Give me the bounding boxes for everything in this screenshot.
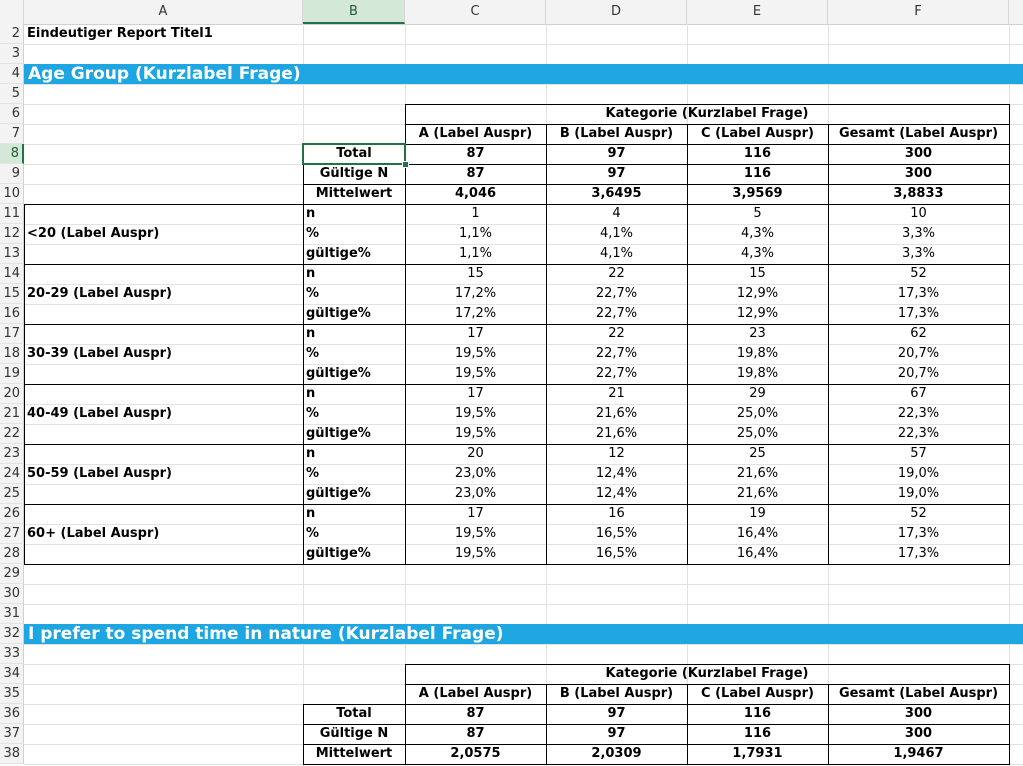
- stat-value[interactable]: 21,6%: [736, 466, 779, 481]
- row-rule: [303, 724, 1009, 725]
- row-header-26[interactable]: 26: [0, 504, 24, 524]
- stat-value[interactable]: 23: [749, 326, 766, 341]
- stat-label[interactable]: gültige%: [306, 246, 371, 261]
- stat-value[interactable]: 20,7%: [897, 366, 940, 381]
- group-label[interactable]: 60+ (Label Auspr): [27, 526, 160, 541]
- summary-label[interactable]: Total: [336, 706, 372, 721]
- gridline-h: [24, 584, 1023, 585]
- stat-value[interactable]: 16,5%: [595, 526, 638, 541]
- stat-value[interactable]: 4,1%: [599, 246, 634, 261]
- summary-value[interactable]: 300: [904, 726, 933, 741]
- row-header-31[interactable]: 31: [0, 604, 24, 624]
- summary-label[interactable]: Mittelwert: [315, 186, 393, 201]
- stat-label[interactable]: gültige%: [306, 306, 371, 321]
- stat-value[interactable]: 12,9%: [736, 306, 779, 321]
- stat-value[interactable]: 25: [749, 446, 766, 461]
- group-label[interactable]: 50-59 (Label Auspr): [27, 466, 172, 481]
- stat-value[interactable]: 22,7%: [595, 346, 638, 361]
- stat-value[interactable]: 21,6%: [595, 426, 638, 441]
- summary-box: [303, 144, 1010, 565]
- stat-value[interactable]: 12,9%: [736, 286, 779, 301]
- stat-value[interactable]: 19,0%: [897, 486, 940, 501]
- row-header-14[interactable]: 14: [0, 264, 24, 284]
- column-label[interactable]: B (Label Auspr): [559, 126, 674, 141]
- row-header-25[interactable]: 25: [0, 484, 24, 504]
- stat-label[interactable]: n: [306, 506, 316, 521]
- row-header-9[interactable]: 9: [0, 164, 24, 184]
- stat-value[interactable]: 16,4%: [736, 546, 779, 561]
- stat-value[interactable]: 22,7%: [595, 366, 638, 381]
- column-header-c[interactable]: C: [405, 0, 546, 24]
- summary-value[interactable]: 87: [466, 166, 485, 181]
- summary-value[interactable]: 300: [904, 146, 933, 161]
- stat-value[interactable]: 12: [608, 446, 625, 461]
- select-all-corner[interactable]: [0, 0, 24, 24]
- column-rule: [303, 144, 304, 564]
- gridline-h: [24, 604, 1023, 605]
- stat-value[interactable]: 17,3%: [897, 526, 940, 541]
- summary-value[interactable]: 2,0309: [591, 746, 642, 761]
- column-header-b[interactable]: B: [303, 0, 405, 24]
- gridline-h: [24, 84, 1023, 85]
- stat-value[interactable]: 21,6%: [595, 406, 638, 421]
- stat-value[interactable]: 22: [608, 266, 625, 281]
- row-header-12[interactable]: 12: [0, 224, 24, 244]
- section-banner: I prefer to spend time in nature (Kurzlabel Frage): [24, 624, 1023, 644]
- row-header-33[interactable]: 33: [0, 644, 24, 664]
- summary-value[interactable]: 97: [607, 166, 626, 181]
- summary-value[interactable]: 116: [743, 726, 772, 741]
- summary-value[interactable]: 87: [466, 146, 485, 161]
- stat-value[interactable]: 19,5%: [454, 366, 497, 381]
- column-label[interactable]: A (Label Auspr): [418, 126, 533, 141]
- stat-value[interactable]: 62: [910, 326, 927, 341]
- stat-label[interactable]: %: [306, 466, 320, 481]
- summary-value[interactable]: 87: [466, 726, 485, 741]
- summary-value[interactable]: 2,0575: [450, 746, 501, 761]
- stat-value[interactable]: 17,2%: [454, 286, 497, 301]
- stat-value[interactable]: 19,5%: [454, 406, 497, 421]
- header-box: [405, 124, 1010, 145]
- stat-label[interactable]: %: [306, 286, 320, 301]
- row-header-35[interactable]: 35: [0, 684, 24, 704]
- row-header-37[interactable]: 37: [0, 724, 24, 744]
- row-header-4[interactable]: 4: [0, 64, 24, 84]
- stat-value[interactable]: 3,3%: [901, 246, 936, 261]
- stat-value[interactable]: 23,0%: [454, 466, 497, 481]
- stat-value[interactable]: 1: [471, 206, 480, 221]
- stat-value[interactable]: 25,0%: [736, 406, 779, 421]
- stat-value[interactable]: 15: [749, 266, 766, 281]
- stat-value[interactable]: 15: [467, 266, 484, 281]
- column-rule: [303, 704, 304, 764]
- column-header-a[interactable]: A: [24, 0, 303, 24]
- summary-value[interactable]: 1,7931: [732, 746, 783, 761]
- row-header-28[interactable]: 28: [0, 544, 24, 564]
- summary-value[interactable]: 116: [743, 706, 772, 721]
- stat-value[interactable]: 25,0%: [736, 426, 779, 441]
- stat-value[interactable]: 4,3%: [740, 246, 775, 261]
- summary-value[interactable]: 1,9467: [893, 746, 944, 761]
- row-header-7[interactable]: 7: [0, 124, 24, 144]
- summary-value[interactable]: 4,046: [454, 186, 497, 201]
- summary-value[interactable]: 97: [607, 726, 626, 741]
- group-label[interactable]: <20 (Label Auspr): [27, 226, 160, 241]
- row-header-3[interactable]: 3: [0, 44, 24, 64]
- stat-label[interactable]: n: [306, 446, 316, 461]
- active-cell-selection[interactable]: [302, 143, 406, 165]
- stat-value[interactable]: 5: [753, 206, 762, 221]
- column-rule: [828, 124, 829, 564]
- section-banner: Age Group (Kurzlabel Frage): [24, 64, 1023, 84]
- stat-label[interactable]: gültige%: [306, 486, 371, 501]
- stat-value[interactable]: 57: [910, 446, 927, 461]
- stat-label[interactable]: %: [306, 226, 320, 241]
- stat-value[interactable]: 23,0%: [454, 486, 497, 501]
- group-label[interactable]: 30-39 (Label Auspr): [27, 346, 172, 361]
- stat-label[interactable]: n: [306, 326, 316, 341]
- stat-value[interactable]: 19,5%: [454, 346, 497, 361]
- stat-label[interactable]: %: [306, 346, 320, 361]
- stat-value[interactable]: 22,7%: [595, 306, 638, 321]
- column-label[interactable]: C (Label Auspr): [701, 126, 814, 141]
- row-header-21[interactable]: 21: [0, 404, 24, 424]
- summary-value[interactable]: 116: [743, 166, 772, 181]
- stat-value[interactable]: 22,3%: [897, 426, 940, 441]
- stat-value[interactable]: 17,2%: [454, 306, 497, 321]
- summary-box: [303, 704, 1010, 765]
- stat-value[interactable]: 16,5%: [595, 546, 638, 561]
- stat-value[interactable]: 19,5%: [454, 526, 497, 541]
- row-header-24[interactable]: 24: [0, 464, 24, 484]
- stat-value[interactable]: 67: [910, 386, 927, 401]
- row-header-36[interactable]: 36: [0, 704, 24, 724]
- row-rule: [303, 184, 1009, 185]
- kategorie-header: Kategorie (Kurzlabel Frage): [605, 106, 809, 121]
- column-label[interactable]: Gesamt (Label Auspr): [838, 126, 999, 141]
- row-header-6[interactable]: 6: [0, 104, 24, 124]
- column-label[interactable]: B (Label Auspr): [559, 686, 674, 701]
- stat-value[interactable]: 17,3%: [897, 286, 940, 301]
- column-header-d[interactable]: D: [546, 0, 687, 24]
- stat-value[interactable]: 22: [608, 326, 625, 341]
- fill-handle[interactable]: [402, 161, 409, 168]
- stat-value[interactable]: 17,3%: [897, 546, 940, 561]
- stat-value[interactable]: 16: [608, 506, 625, 521]
- column-label[interactable]: A (Label Auspr): [418, 686, 533, 701]
- stat-value[interactable]: 4,1%: [599, 226, 634, 241]
- column-header-e[interactable]: E: [687, 0, 828, 24]
- summary-value[interactable]: 97: [607, 706, 626, 721]
- stat-label[interactable]: gültige%: [306, 546, 371, 561]
- row-header-2[interactable]: 2: [0, 24, 24, 44]
- stat-value[interactable]: 19: [749, 506, 766, 521]
- stat-value[interactable]: 29: [749, 386, 766, 401]
- stat-label[interactable]: %: [306, 406, 320, 421]
- column-header-f[interactable]: F: [828, 0, 1009, 24]
- row-header-38[interactable]: 38: [0, 744, 24, 764]
- stat-value[interactable]: 4,3%: [740, 226, 775, 241]
- row-header-11[interactable]: 11: [0, 204, 24, 224]
- summary-value[interactable]: 3,9569: [732, 186, 783, 201]
- row-header-34[interactable]: 34: [0, 664, 24, 684]
- summary-value[interactable]: 87: [466, 706, 485, 721]
- row-header-18[interactable]: 18: [0, 344, 24, 364]
- stat-value[interactable]: 19,8%: [736, 366, 779, 381]
- stat-value[interactable]: 22,7%: [595, 286, 638, 301]
- row-header-27[interactable]: 27: [0, 524, 24, 544]
- row-header-19[interactable]: 19: [0, 364, 24, 384]
- summary-value[interactable]: 300: [904, 706, 933, 721]
- kategorie-box: [405, 104, 1010, 125]
- stat-value[interactable]: 19,5%: [454, 426, 497, 441]
- column-rule: [405, 124, 406, 564]
- stat-value[interactable]: 52: [910, 266, 927, 281]
- row-header-20[interactable]: 20: [0, 384, 24, 404]
- stat-value[interactable]: 12,4%: [595, 486, 638, 501]
- kategorie-header: Kategorie (Kurzlabel Frage): [605, 666, 809, 681]
- stat-value[interactable]: 19,0%: [897, 466, 940, 481]
- column-rule: [687, 124, 688, 564]
- row-rule: [303, 744, 1009, 745]
- header-box: [405, 684, 1010, 705]
- row-header-29[interactable]: 29: [0, 564, 24, 584]
- row-header-5[interactable]: 5: [0, 84, 24, 104]
- summary-label[interactable]: Gültige N: [319, 726, 389, 741]
- stat-value[interactable]: 17: [467, 326, 484, 341]
- group-label[interactable]: 40-49 (Label Auspr): [27, 406, 172, 421]
- column-label[interactable]: Gesamt (Label Auspr): [838, 686, 999, 701]
- stat-value[interactable]: 52: [910, 506, 927, 521]
- stat-value[interactable]: 19,5%: [454, 546, 497, 561]
- stat-value[interactable]: 4: [612, 206, 621, 221]
- stat-value[interactable]: 21: [608, 386, 625, 401]
- stat-value[interactable]: 3,3%: [901, 226, 936, 241]
- row-header-16[interactable]: 16: [0, 304, 24, 324]
- stat-value[interactable]: 17,3%: [897, 306, 940, 321]
- stat-label[interactable]: n: [306, 206, 316, 221]
- summary-value[interactable]: 3,6495: [591, 186, 642, 201]
- stat-value[interactable]: 17: [467, 386, 484, 401]
- summary-label[interactable]: Gültige N: [319, 166, 389, 181]
- stat-label[interactable]: n: [306, 266, 316, 281]
- row-header-10[interactable]: 10: [0, 184, 24, 204]
- summary-value[interactable]: 3,8833: [893, 186, 944, 201]
- summary-value[interactable]: 300: [904, 166, 933, 181]
- column-header-bar: [0, 0, 1023, 25]
- row-header-22[interactable]: 22: [0, 424, 24, 444]
- summary-value[interactable]: 97: [607, 146, 626, 161]
- row-header-8[interactable]: 8: [0, 144, 24, 164]
- stat-value[interactable]: 20,7%: [897, 346, 940, 361]
- stat-label[interactable]: n: [306, 386, 316, 401]
- summary-label[interactable]: Total: [336, 146, 372, 161]
- stat-label[interactable]: gültige%: [306, 426, 371, 441]
- group-label[interactable]: 20-29 (Label Auspr): [27, 286, 172, 301]
- report-title[interactable]: Eindeutiger Report Titel1: [27, 26, 213, 41]
- row-header-13[interactable]: 13: [0, 244, 24, 264]
- stat-value[interactable]: 16,4%: [736, 526, 779, 541]
- stat-value[interactable]: 20: [467, 446, 484, 461]
- stat-value[interactable]: 1,1%: [458, 246, 493, 261]
- row-header-30[interactable]: 30: [0, 584, 24, 604]
- stat-value[interactable]: 21,6%: [736, 486, 779, 501]
- stat-label[interactable]: %: [306, 526, 320, 541]
- summary-value[interactable]: 116: [743, 146, 772, 161]
- column-rule: [546, 124, 547, 564]
- row-header-32[interactable]: 32: [0, 624, 24, 644]
- kategorie-box: [405, 664, 1010, 685]
- row-header-23[interactable]: 23: [0, 444, 24, 464]
- gridline-h: [24, 44, 1023, 45]
- stat-value[interactable]: 1,1%: [458, 226, 493, 241]
- column-label[interactable]: C (Label Auspr): [701, 686, 814, 701]
- stat-value[interactable]: 12,4%: [595, 466, 638, 481]
- summary-label[interactable]: Mittelwert: [315, 746, 393, 761]
- stat-value[interactable]: 22,3%: [897, 406, 940, 421]
- stat-label[interactable]: gültige%: [306, 366, 371, 381]
- row-header-17[interactable]: 17: [0, 324, 24, 344]
- stat-value[interactable]: 10: [910, 206, 927, 221]
- stat-value[interactable]: 17: [467, 506, 484, 521]
- gridline-h: [24, 644, 1023, 645]
- stat-value[interactable]: 19,8%: [736, 346, 779, 361]
- row-header-15[interactable]: 15: [0, 284, 24, 304]
